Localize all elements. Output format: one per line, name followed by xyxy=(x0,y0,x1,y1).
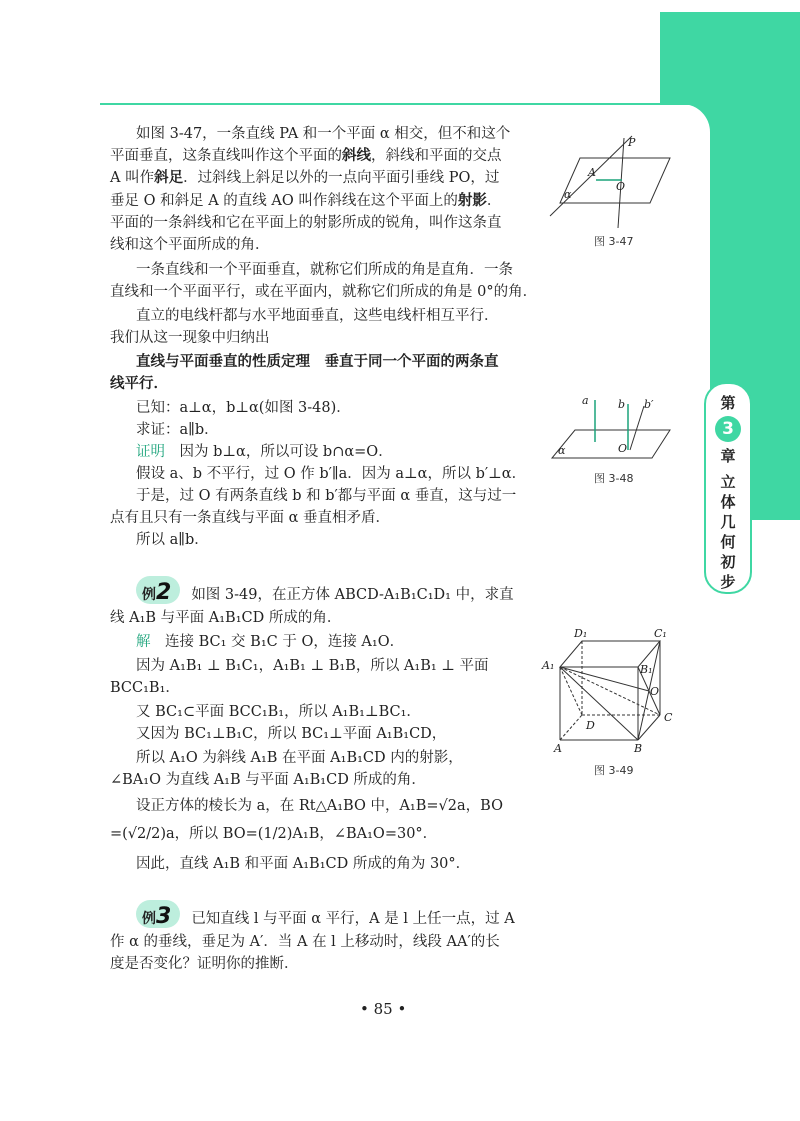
text-span: ，斜线和平面的交点 xyxy=(371,148,502,164)
text-line xyxy=(110,144,502,165)
example-badge-number: 2 xyxy=(156,580,172,605)
edge-bc xyxy=(638,715,660,740)
proof-line xyxy=(136,440,393,461)
label-c: C xyxy=(664,711,673,724)
figure-caption: 图 3-48 xyxy=(594,472,634,485)
text-line: 线和这个平面所成的角． xyxy=(110,237,270,253)
text-span: 已知直线 l 与平面 α 平行，A 是 l 上任一点，过 A xyxy=(191,911,515,927)
chapter-suffix: 章 xyxy=(720,447,736,465)
solution-line: BCC₁B₁． xyxy=(110,680,180,696)
solution-line: 所以 A₁O 为斜线 A₁B 在平面 A₁B₁CD 内的射影， xyxy=(136,750,463,766)
example-badge xyxy=(136,904,177,929)
proof-line: 所以 a∥b． xyxy=(136,532,209,548)
label-b-prime: b′ xyxy=(644,398,654,411)
figure-3-48 xyxy=(540,390,680,465)
segment-a1d xyxy=(560,667,582,715)
chapter-title-char: 初 xyxy=(720,553,736,571)
given-line: 已知：a⊥α，b⊥α(如图 3-48)． xyxy=(136,400,351,416)
solution-line: 又 BC₁⊂平面 BCC₁B₁，所以 A₁B₁⊥BC₁． xyxy=(136,704,421,720)
text-line: 如图 3-47，一条直线 PA 和一个平面 α 相交，但不和这个 xyxy=(136,126,511,142)
term-bold: 斜足 xyxy=(154,170,184,186)
label-alpha: α xyxy=(564,188,572,201)
example-badge-number: 3 xyxy=(156,904,172,929)
chapter-title-char: 体 xyxy=(720,493,736,511)
solution-line xyxy=(136,630,404,651)
label-p: P xyxy=(628,136,636,149)
text-line: 平面的一条斜线和它在平面上的射影所成的锐角，叫作这条直 xyxy=(110,215,502,231)
label-c1: C₁ xyxy=(654,627,667,640)
proof-line: 假设 a、b 不平行，过 O 作 b′∥a．因为 a⊥α，所以 b′⊥α． xyxy=(136,466,527,482)
label-a: A xyxy=(588,166,596,179)
label-b1: B₁ xyxy=(640,663,653,676)
text-span: 连接 BC₁ 交 B₁C 于 O，连接 A₁O． xyxy=(150,634,405,650)
term-bold: 斜线 xyxy=(342,148,371,164)
text-span: ． xyxy=(486,193,502,209)
figure-caption: 图 3-49 xyxy=(594,764,634,777)
plane-alpha xyxy=(552,430,670,458)
text-span: 如图 3-49，在正方体 ABCD-A₁B₁C₁D₁ 中，求直 xyxy=(191,587,514,603)
label-alpha: α xyxy=(558,444,566,457)
solution-line: 又因为 BC₁⊥B₁C，所以 BC₁⊥平面 A₁B₁CD， xyxy=(136,726,447,742)
figure-3-47 xyxy=(540,128,680,228)
theorem-line: 直线与平面垂直的性质定理 垂直于同一个平面的两条直 xyxy=(136,354,499,370)
text-span: 垂足 O 和斜足 A 的直线 AO 叫作斜线在这个平面上的 xyxy=(110,193,458,209)
solution-line: =(√2/2)a，所以 BO=(1/2)A₁B，∠BA₁O=30°． xyxy=(110,826,438,842)
chapter-prefix: 第 xyxy=(720,394,736,412)
label-a: A xyxy=(554,742,562,755)
label-o: O xyxy=(618,442,628,455)
label-o: O xyxy=(616,180,626,193)
solution-line: 设正方体的棱长为 a，在 Rt△A₁BO 中，A₁B=√2a，BO xyxy=(136,798,503,814)
text-line: 作 α 的垂线，垂足为 A′．当 A 在 l 上移动时，线段 AA′的长 xyxy=(110,934,500,950)
example-badge-char: 例 xyxy=(142,587,156,603)
chapter-number: 3 xyxy=(715,416,741,442)
text-line: 直线和一个平面平行，或在平面内，就称它们所成的角是 0°的角． xyxy=(110,284,538,300)
text-span: A 叫作 xyxy=(110,170,155,186)
text-span: ．过斜线上斜足以外的一点向平面引垂线 PO，过 xyxy=(183,170,500,186)
solution-line: ∠BA₁O 为直线 A₁B 与平面 A₁B₁CD 所成的角． xyxy=(110,772,426,788)
text-line xyxy=(110,189,501,210)
label-o: O xyxy=(650,685,660,698)
label-b: b xyxy=(618,398,626,411)
chapter-title-char: 立 xyxy=(720,473,736,491)
proof-line: 点有且只有一条直线与平面 α 垂直相矛盾． xyxy=(110,510,391,526)
example-badge xyxy=(136,580,177,605)
label-b: B xyxy=(634,742,643,755)
chapter-title-char: 何 xyxy=(720,533,736,551)
prove-line: 求证：a∥b． xyxy=(136,422,219,438)
text-line: 线 A₁B 与平面 A₁B₁CD 所成的角． xyxy=(110,610,342,626)
label-d: D xyxy=(586,719,595,732)
solution-line: 因为 A₁B₁ ⊥ B₁C₁，A₁B₁ ⊥ B₁B，所以 A₁B₁ ⊥ 平面 xyxy=(136,658,489,674)
theorem-line: 线平行． xyxy=(110,376,168,392)
page-number: • 85 • xyxy=(360,1000,407,1018)
line-b-prime xyxy=(630,406,644,450)
example-badge-char: 例 xyxy=(142,911,156,927)
proof-label: 证明 xyxy=(136,444,165,460)
term-bold: 射影 xyxy=(457,193,487,209)
text-line: 我们从这一现象中归纳出 xyxy=(110,330,270,346)
figure-caption: 图 3-47 xyxy=(594,235,634,248)
chapter-title-char: 步 xyxy=(720,573,736,591)
text-line: 直立的电线杆都与水平地面垂直，这些电线杆相互平行． xyxy=(136,308,499,324)
text-line xyxy=(110,166,499,187)
solution-label: 解 xyxy=(136,634,151,650)
text-span: 平面垂直，这条直线叫作这个平面的 xyxy=(110,148,342,164)
header-rule xyxy=(100,103,700,105)
chapter-tab xyxy=(704,382,752,594)
example-2-question xyxy=(136,580,514,605)
figure-3-49 xyxy=(540,625,680,755)
text-span: 因为 b⊥α，所以可设 b∩α=O． xyxy=(165,444,393,460)
solution-line: 因此，直线 A₁B 和平面 A₁B₁CD 所成的角为 30°． xyxy=(136,856,471,872)
label-a: a xyxy=(582,394,589,407)
text-line: 一条直线和一个平面垂直，就称它们所成的角是直角．一条 xyxy=(136,262,513,278)
chapter-title-char: 几 xyxy=(720,513,736,531)
example-3-question xyxy=(136,904,515,929)
text-line: 度是否变化？证明你的推断． xyxy=(110,956,299,972)
proof-line: 于是，过 O 有两条直线 b 和 b′都与平面 α 垂直，这与过一 xyxy=(136,488,517,504)
label-a1: A₁ xyxy=(542,659,555,672)
edge-ad xyxy=(560,715,582,740)
label-d1: D₁ xyxy=(574,627,588,640)
